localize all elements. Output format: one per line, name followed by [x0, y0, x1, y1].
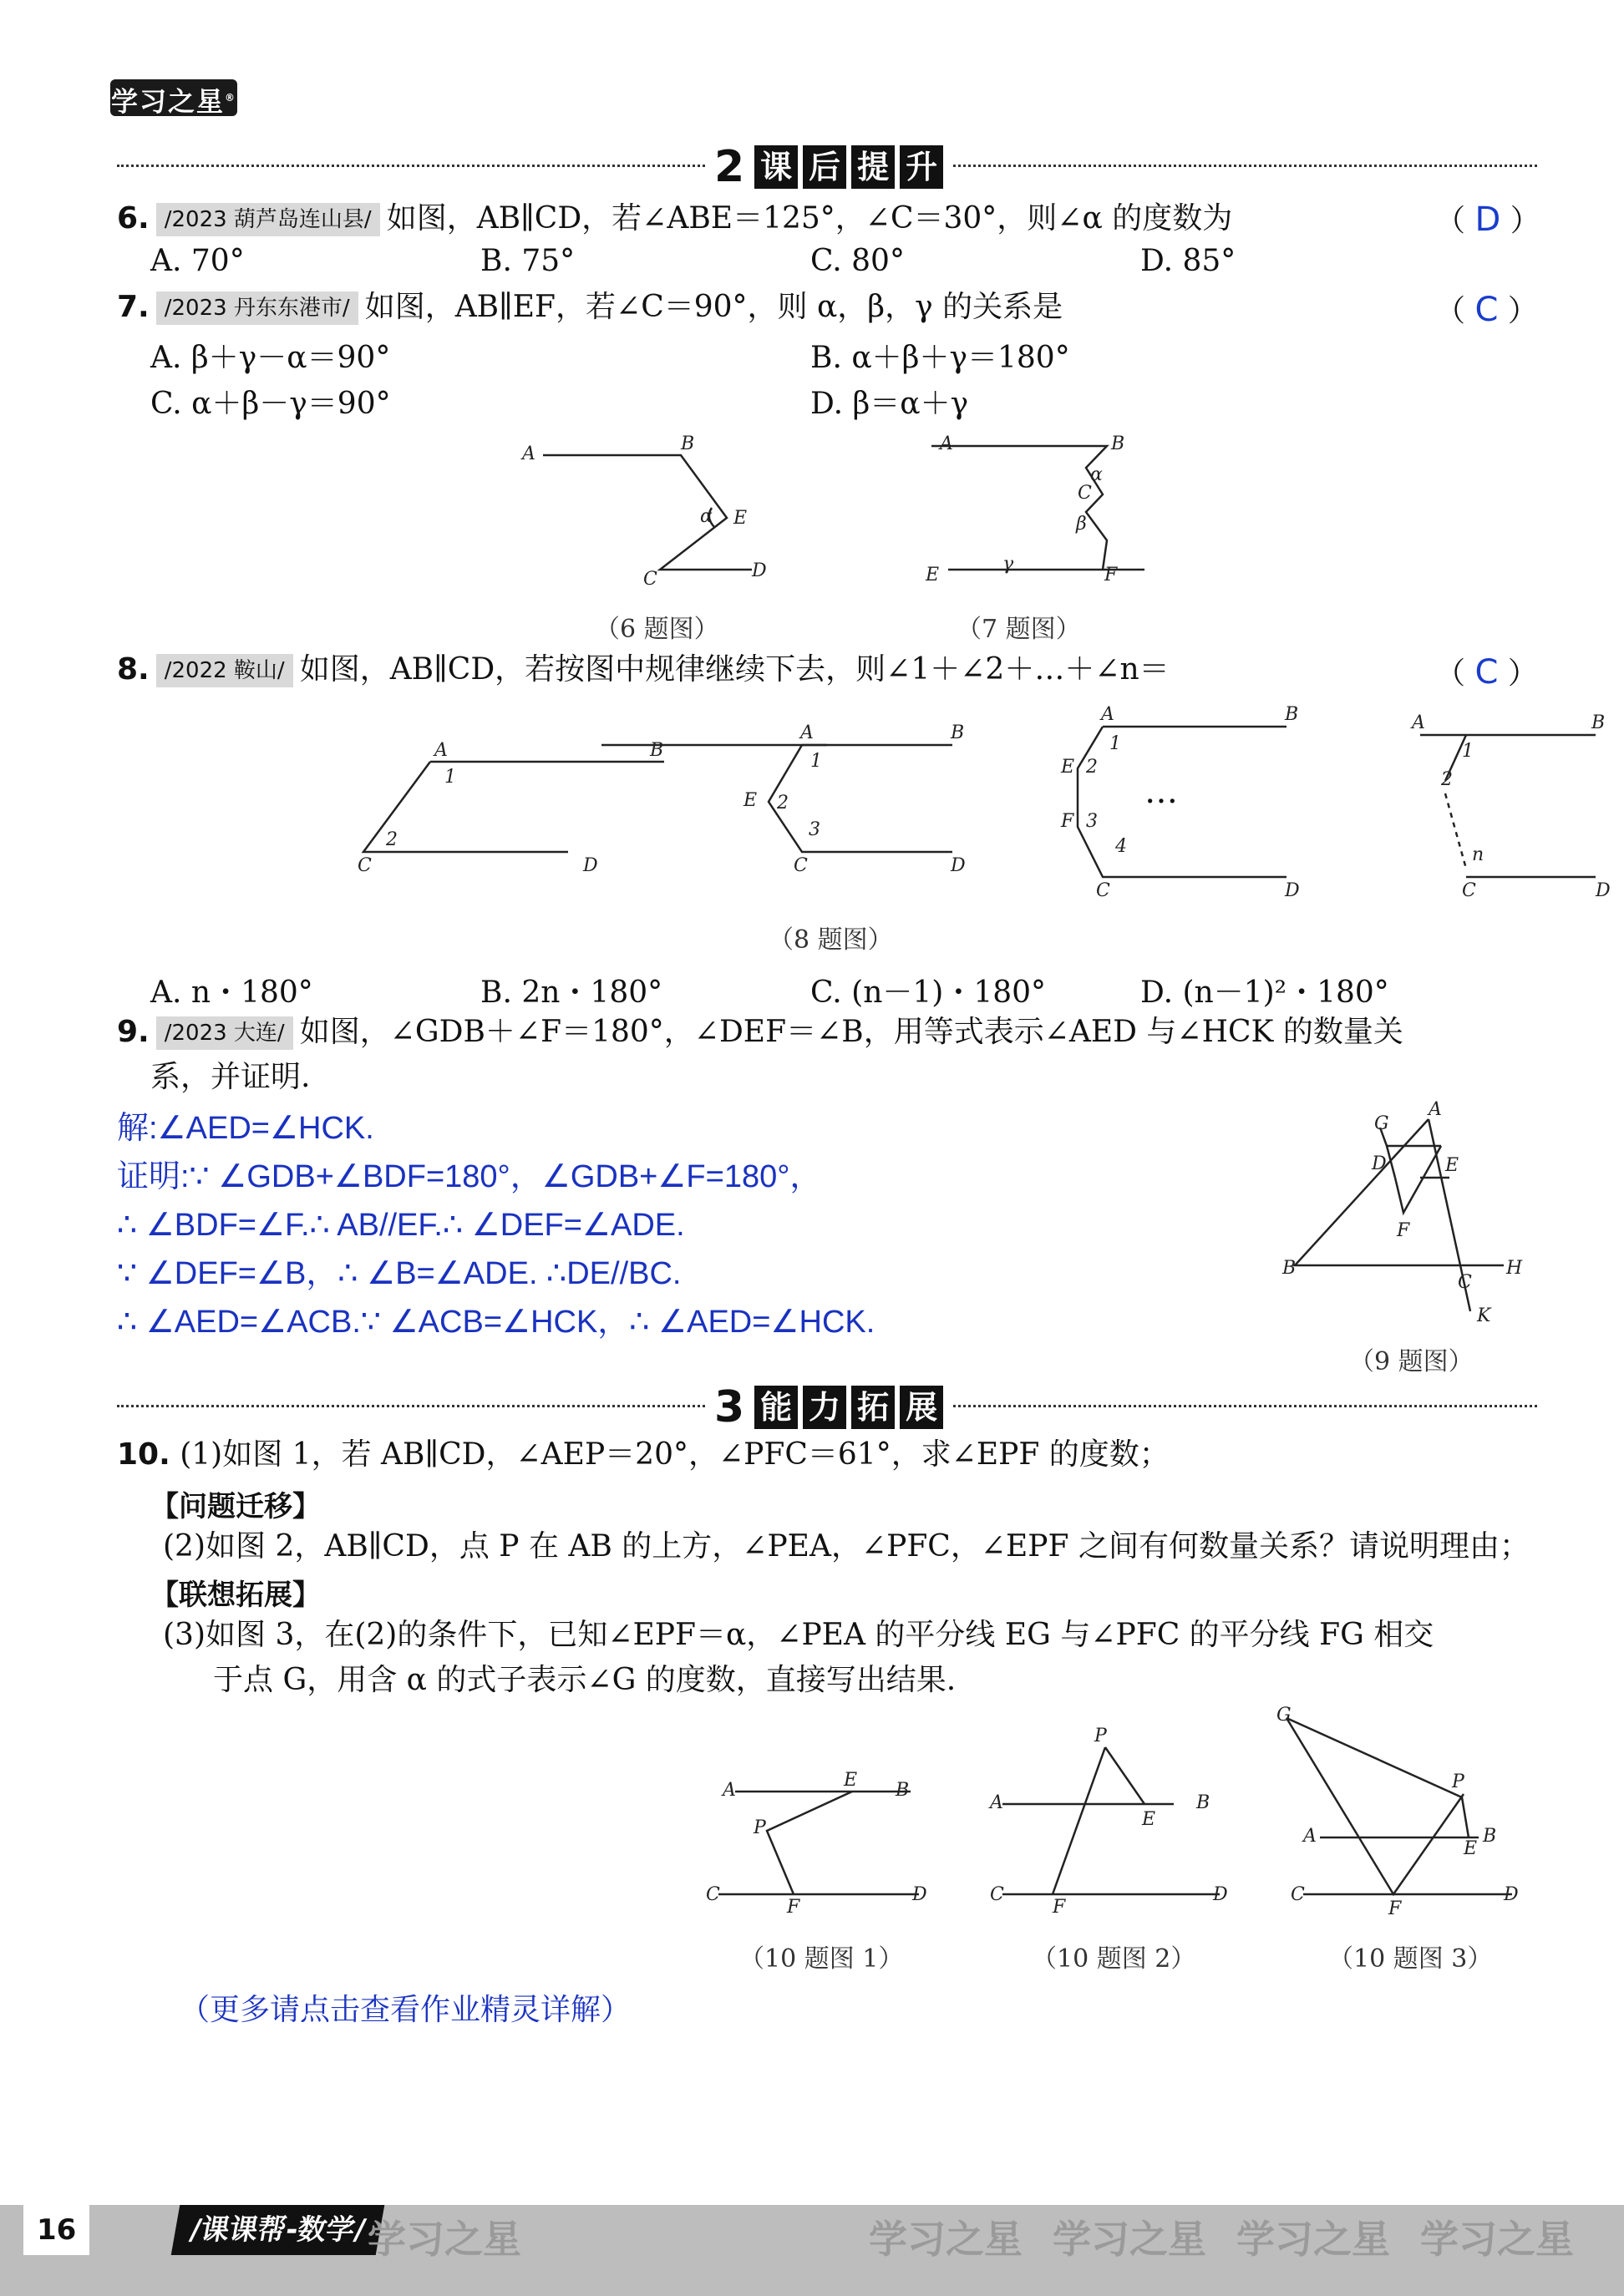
- svg-text:γ: γ: [1002, 554, 1014, 575]
- section-3-heading: 3 能 力 拓 展: [706, 1382, 952, 1432]
- figure-8-ellipsis: …: [1144, 773, 1178, 811]
- svg-text:F: F: [1053, 1897, 1066, 1918]
- svg-text:E: E: [1142, 1809, 1156, 1830]
- figure-6-lines: [543, 455, 752, 570]
- svg-text:K: K: [1477, 1305, 1491, 1326]
- svg-text:n: n: [1472, 844, 1484, 865]
- svg-text:α: α: [1090, 464, 1103, 485]
- svg-text:A: A: [1303, 1826, 1317, 1847]
- svg-text:F: F: [1397, 1220, 1410, 1241]
- svg-text:β: β: [1076, 514, 1087, 535]
- footer-watermark: 学习之星: [1236, 2217, 1390, 2262]
- svg-text:B: B: [1483, 1826, 1497, 1847]
- svg-text:H: H: [1506, 1258, 1523, 1279]
- question-9-line2: 系，并证明.: [150, 1060, 311, 1094]
- svg-text:E: E: [844, 1770, 858, 1791]
- svg-text:A: A: [1412, 712, 1425, 733]
- q7-option-a: A. β＋γ－α＝90°: [150, 341, 391, 375]
- question-10-part2: (2)如图 2，AB∥CD，点 P 在 AB 的上方，∠PEA，∠PFC，∠EPF 之间有何数量关系？请说明理由；: [163, 1529, 1530, 1564]
- figure-8-caption: （8 题图）: [769, 925, 893, 955]
- more-solutions-link[interactable]: （更多请点击查看作业精灵详解）: [180, 1993, 632, 2027]
- figure-10-2-caption: （10 题图 2）: [1032, 1944, 1196, 1974]
- svg-text:P: P: [754, 1817, 766, 1838]
- svg-text:B: B: [896, 1780, 910, 1801]
- figure-9: [1270, 1099, 1554, 1336]
- svg-text:D: D: [1596, 880, 1611, 901]
- question-7: 7. /2023 丹东东港市/ 如图，AB∥EF，若∠C＝90°，则 α，β，γ 的关系是: [117, 290, 1063, 324]
- figure-6-caption: （6 题图）: [595, 615, 719, 644]
- svg-text:C: C: [358, 855, 372, 876]
- svg-text:D: D: [583, 855, 598, 876]
- q8-option-d: D. (n－1)²・180°: [1140, 976, 1389, 1010]
- q7-option-b: B. α＋β＋γ＝180°: [810, 341, 1070, 375]
- svg-text:G: G: [1374, 1113, 1389, 1134]
- figure-8: [226, 702, 1611, 902]
- svg-text:A: A: [990, 1792, 1003, 1813]
- svg-text:P: P: [1452, 1771, 1464, 1792]
- svg-text:F: F: [1061, 811, 1074, 832]
- svg-text:A: A: [940, 433, 953, 454]
- page-number: 16: [23, 2205, 89, 2255]
- q8-answer: （ C ）: [1435, 653, 1538, 692]
- figure-9-caption: （9 题图）: [1349, 1347, 1474, 1376]
- svg-text:α: α: [700, 506, 713, 527]
- svg-text:1: 1: [1462, 741, 1474, 762]
- svg-text:C: C: [706, 1884, 720, 1905]
- brand-logo: 学习之星®: [110, 79, 237, 116]
- q6-option-c: C. 80°: [810, 244, 905, 278]
- question-10-part3-line2: 于点 G，用含 α 的式子表示∠G 的度数，直接写出结果.: [213, 1663, 957, 1697]
- svg-text:A: A: [723, 1780, 736, 1801]
- figure-10-3-caption: （10 题图 3）: [1328, 1944, 1493, 1974]
- solution-line: ∵ ∠DEF=∠B，∴ ∠B=∠ADE. ∴DE//BC.: [117, 1256, 682, 1291]
- svg-text:B: B: [951, 722, 965, 743]
- svg-text:D: D: [1213, 1884, 1228, 1905]
- q8-option-c: C. (n－1)・180°: [810, 976, 1047, 1010]
- footer-watermark: 学习之星: [1420, 2217, 1574, 2262]
- svg-text:F: F: [1104, 565, 1118, 585]
- q7-answer: （ C ）: [1435, 291, 1538, 329]
- question-10: 10. (1)如图 1，若 AB∥CD，∠AEP＝20°，∠PFC＝61°，求∠EPF 的度数；: [117, 1437, 1170, 1472]
- svg-text:A: A: [522, 443, 535, 464]
- figure-10: [702, 1704, 1579, 1946]
- svg-text:3: 3: [1086, 811, 1098, 832]
- svg-text:2: 2: [1086, 757, 1098, 778]
- svg-text:A: A: [800, 722, 814, 743]
- svg-text:B: B: [681, 433, 695, 454]
- svg-text:E: E: [1445, 1155, 1459, 1176]
- section-2-heading: 2 课 后 提 升: [706, 142, 952, 192]
- solution-line: 证明:∵ ∠GDB+∠BDF=180°，∠GDB+∠F=180°，: [117, 1159, 822, 1194]
- svg-text:B: B: [1285, 704, 1299, 725]
- footer-watermark: 学习之星: [368, 2217, 521, 2262]
- svg-text:B: B: [1111, 433, 1125, 454]
- svg-text:E: E: [1061, 757, 1075, 778]
- svg-text:G: G: [1276, 1705, 1292, 1726]
- solution-line: ∴ ∠BDF=∠F.∴ AB//EF.∴ ∠DEF=∠ADE.: [117, 1208, 685, 1243]
- svg-text:E: E: [926, 565, 940, 585]
- svg-text:E: E: [1464, 1838, 1478, 1859]
- series-title: /课课帮-数学/: [171, 2205, 385, 2255]
- svg-text:C: C: [990, 1884, 1004, 1905]
- svg-text:2: 2: [1441, 769, 1453, 790]
- svg-text:B: B: [1591, 712, 1606, 733]
- svg-text:F: F: [787, 1897, 800, 1918]
- svg-text:D: D: [1372, 1153, 1387, 1174]
- svg-text:1: 1: [810, 751, 822, 772]
- solution-line: 解:∠AED=∠HCK.: [117, 1111, 374, 1146]
- question-6: 6. /2023 葫芦岛连山县/ 如图，AB∥CD，若∠ABE＝125°，∠C＝30°，则∠α 的度数为: [117, 201, 1233, 236]
- svg-text:C: C: [643, 569, 657, 590]
- svg-text:A: A: [1101, 704, 1114, 725]
- svg-text:D: D: [951, 855, 966, 876]
- svg-text:C: C: [794, 855, 808, 876]
- svg-text:A: A: [1429, 1099, 1442, 1120]
- question-8: 8. /2022 鞍山/ 如图，AB∥CD，若按图中规律继续下去，则∠1＋∠2＋…＋∠n＝: [117, 652, 1170, 687]
- svg-text:C: C: [1462, 880, 1476, 901]
- figure-10-1-caption: （10 题图 1）: [739, 1944, 904, 1974]
- footer-watermark: 学习之星: [869, 2217, 1023, 2262]
- svg-text:B: B: [1196, 1792, 1210, 1813]
- svg-text:C: C: [1291, 1884, 1305, 1905]
- svg-text:B: B: [1282, 1258, 1297, 1279]
- svg-text:F: F: [1388, 1898, 1402, 1919]
- svg-text:3: 3: [809, 819, 820, 840]
- solution-line: ∴ ∠AED=∠ACB.∵ ∠ACB=∠HCK，∴ ∠AED=∠HCK.: [117, 1305, 875, 1340]
- heading-problem-transfer: 【问题迁移】: [150, 1490, 321, 1523]
- svg-text:2: 2: [386, 829, 398, 850]
- svg-text:C: C: [1078, 483, 1092, 504]
- q6-option-a: A. 70°: [150, 244, 245, 278]
- svg-text:C: C: [1096, 880, 1110, 901]
- svg-text:1: 1: [1109, 733, 1121, 754]
- figure-6-7: [501, 426, 1153, 601]
- svg-text:P: P: [1094, 1726, 1107, 1746]
- svg-text:E: E: [743, 790, 758, 811]
- q6-option-d: D. 85°: [1140, 244, 1236, 278]
- figure-7-caption: （7 题图）: [957, 615, 1081, 644]
- q9-solution: [117, 1104, 1287, 1346]
- svg-text:D: D: [752, 560, 767, 581]
- svg-text:2: 2: [777, 793, 789, 813]
- q6-answer: （ D ）: [1435, 200, 1540, 239]
- svg-text:C: C: [1458, 1272, 1472, 1293]
- q8-option-a: A. n・180°: [150, 976, 313, 1010]
- figure-7-lines: [931, 446, 1144, 570]
- question-10-part3: (3)如图 3，在(2)的条件下，已知∠EPF＝α，∠PEA 的平分线 EG 与∠PFC 的平分线 FG 相交: [163, 1618, 1434, 1652]
- svg-text:A: A: [434, 740, 448, 761]
- q8-option-b: B. 2n・180°: [480, 976, 663, 1010]
- q7-option-d: D. β＝α＋γ: [810, 387, 969, 421]
- svg-text:D: D: [912, 1884, 927, 1905]
- svg-text:B: B: [650, 740, 664, 761]
- svg-text:D: D: [1285, 880, 1300, 901]
- svg-text:4: 4: [1115, 836, 1127, 857]
- footer-watermark: 学习之星: [1053, 2217, 1206, 2262]
- svg-text:1: 1: [444, 767, 456, 788]
- svg-text:E: E: [733, 508, 748, 529]
- question-9: 9. /2023 大连/ 如图，∠GDB＋∠F＝180°，∠DEF＝∠B，用等式表示∠AED 与∠HCK 的数量关: [117, 1015, 1403, 1049]
- q6-option-b: B. 75°: [480, 244, 576, 278]
- svg-text:D: D: [1504, 1884, 1519, 1905]
- q7-option-c: C. α＋β－γ＝90°: [150, 387, 391, 421]
- heading-association-extension: 【联想拓展】: [150, 1579, 321, 1612]
